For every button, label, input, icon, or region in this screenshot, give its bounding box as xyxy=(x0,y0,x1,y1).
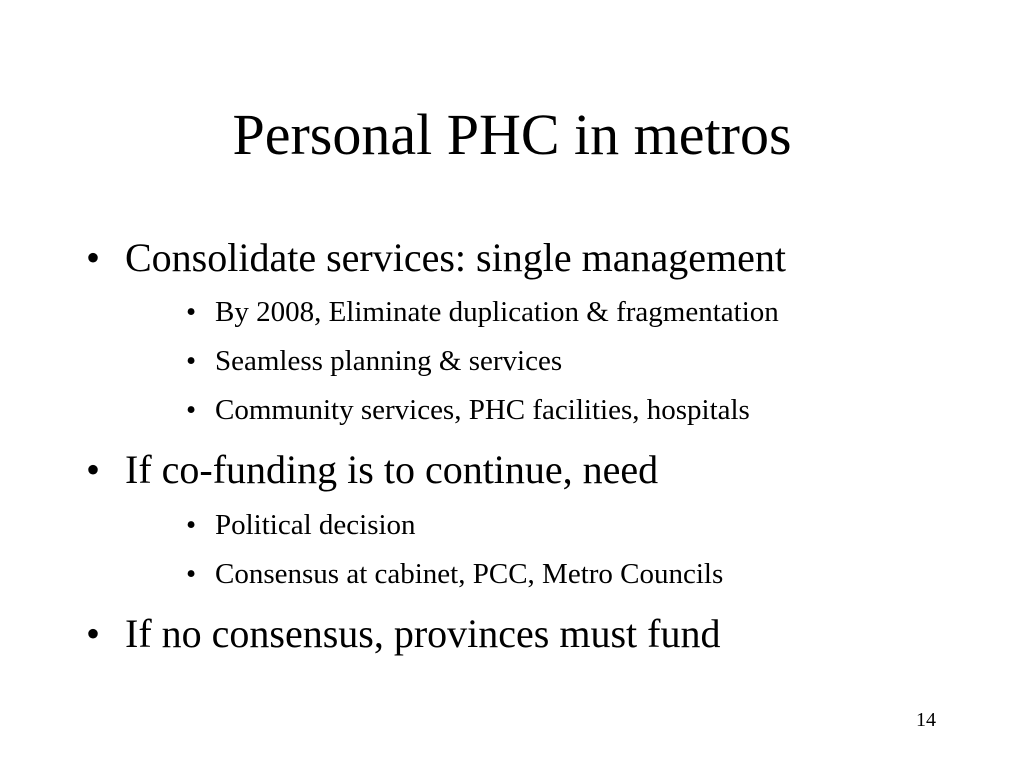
bullet-text: If no consensus, provinces must fund xyxy=(125,611,721,656)
bullet-icon: • xyxy=(86,611,101,656)
bullet-icon: • xyxy=(186,296,197,328)
bullet-icon: • xyxy=(186,345,197,377)
sub-bullet-text: Political decision xyxy=(215,509,416,541)
slide-title: Personal PHC in metros xyxy=(232,102,792,167)
sub-bullet-text: Consensus at cabinet, PCC, Metro Councils xyxy=(215,558,724,590)
bullet-icon: • xyxy=(186,558,197,590)
bullet-icon: • xyxy=(86,235,101,280)
sub-bullet-text: Community services, PHC facilities, hospitals xyxy=(215,394,750,426)
sub-bullet-text: By 2008, Eliminate duplication & fragmentation xyxy=(215,296,779,328)
bullet-text: If co-funding is to continue, need xyxy=(125,447,659,492)
bullet-text: Consolidate services: single management xyxy=(125,235,786,280)
slide-number: 14 xyxy=(916,709,936,731)
bullet-icon: • xyxy=(186,509,197,541)
bullet-icon: • xyxy=(86,447,101,492)
sub-bullet-text: Seamless planning & services xyxy=(215,345,563,377)
bullet-icon: • xyxy=(186,394,197,426)
